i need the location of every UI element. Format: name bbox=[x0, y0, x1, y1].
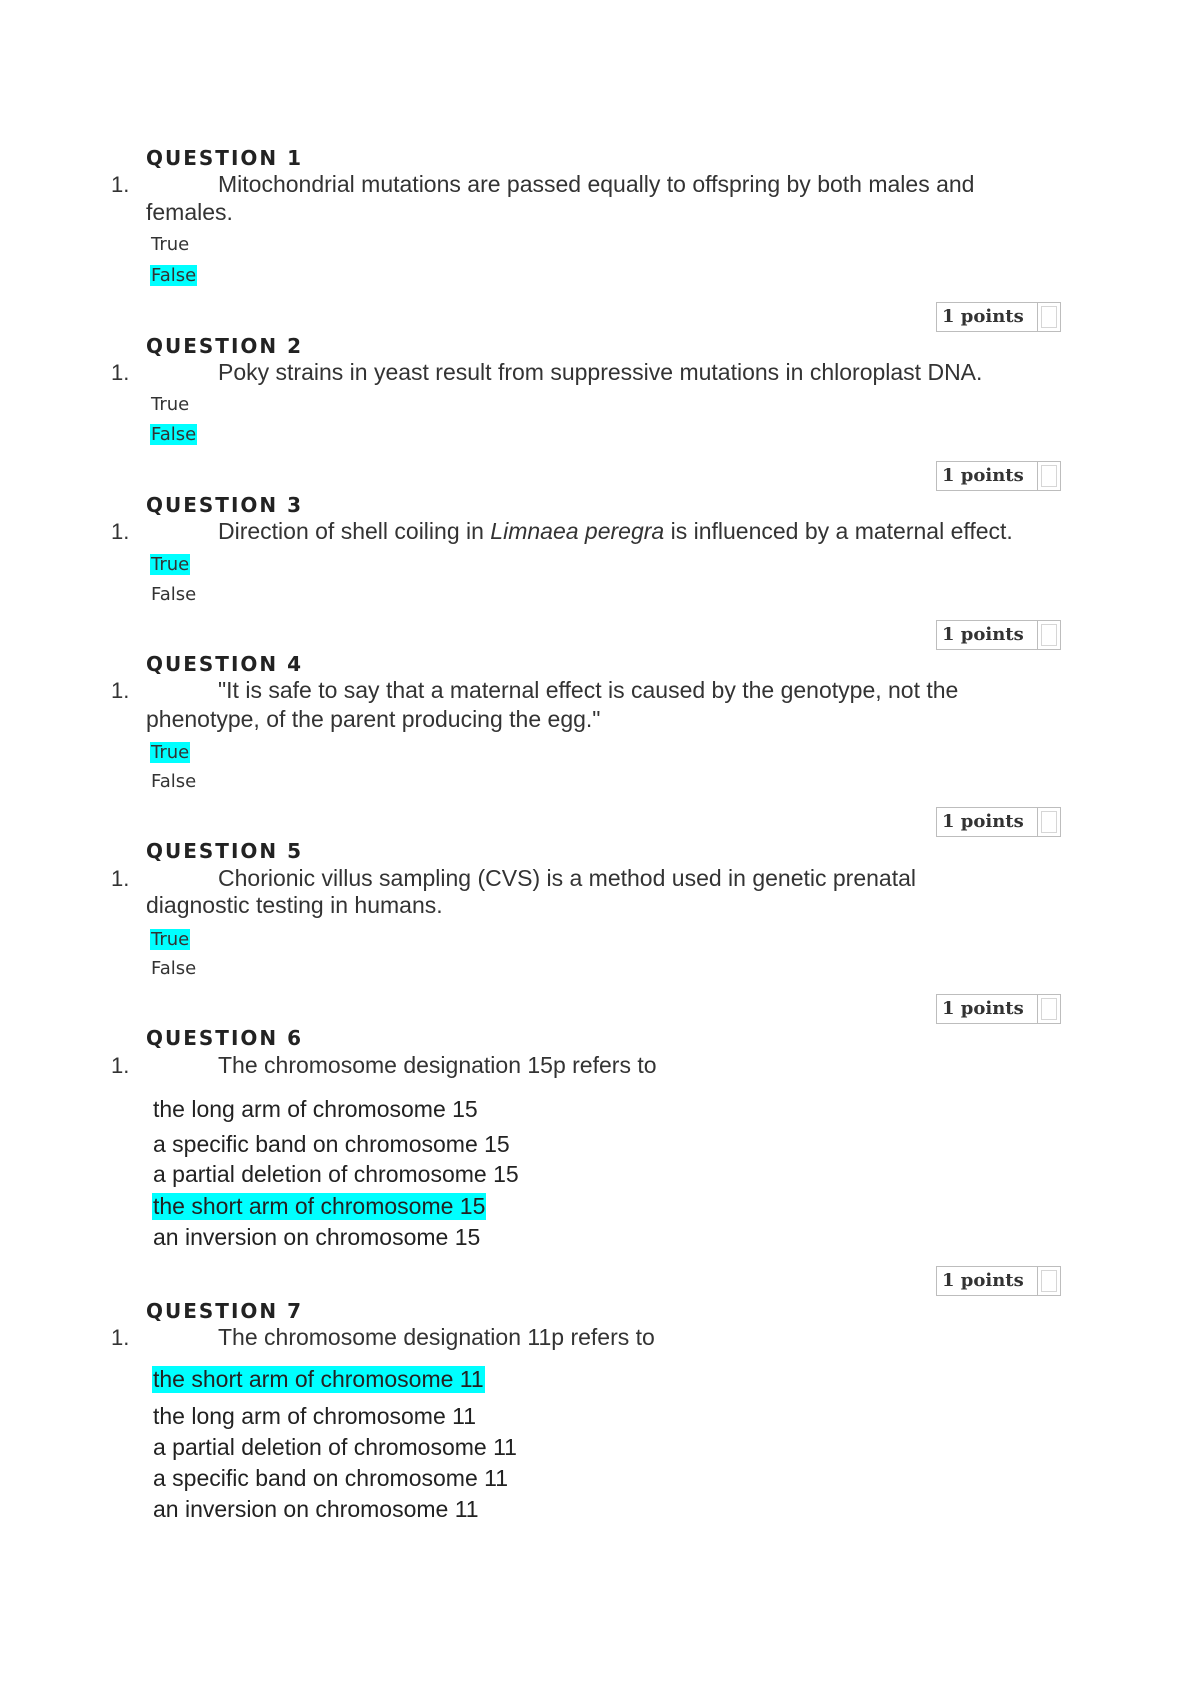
question-7-option-4[interactable]: a specific band on chromosome 11 bbox=[153, 1465, 508, 1491]
question-2-title: QUESTION 2 bbox=[146, 334, 304, 358]
question-3-species-name: Limnaea peregra bbox=[490, 518, 665, 544]
question-2-points-box bbox=[936, 461, 1061, 491]
question-6-option-3[interactable]: a partial deletion of chromosome 15 bbox=[153, 1161, 519, 1187]
points-score-cell bbox=[1037, 995, 1060, 1023]
points-score-cell bbox=[1037, 1267, 1060, 1295]
question-6-option-4-selected[interactable]: the short arm of chromosome 15 bbox=[153, 1193, 486, 1219]
question-5-points-box bbox=[936, 994, 1061, 1024]
question-3-number: 1. bbox=[111, 519, 130, 544]
question-3-option-true-selected[interactable]: True bbox=[151, 554, 190, 575]
question-4-title: QUESTION 4 bbox=[146, 652, 304, 676]
question-7-title: QUESTION 7 bbox=[146, 1299, 304, 1323]
question-4-option-true-selected[interactable]: True bbox=[151, 742, 190, 763]
question-6-title: QUESTION 6 bbox=[146, 1026, 304, 1050]
points-score-cell bbox=[1037, 303, 1060, 331]
question-1-number: 1. bbox=[111, 172, 130, 197]
points-score-cell bbox=[1037, 462, 1060, 490]
question-4-option-false[interactable]: False bbox=[151, 771, 197, 792]
question-4-number: 1. bbox=[111, 678, 130, 703]
points-label: 1 points bbox=[942, 811, 1024, 832]
question-2-option-true[interactable]: True bbox=[151, 394, 190, 415]
question-5-text-cont: diagnostic testing in humans. bbox=[146, 892, 443, 918]
question-3-points-box bbox=[936, 620, 1061, 650]
question-5-text: Chorionic villus sampling (CVS) is a method used in genetic prenatal bbox=[218, 865, 917, 891]
question-2-option-false-selected[interactable]: False bbox=[151, 424, 197, 445]
question-3-text bbox=[218, 517, 1013, 545]
question-3-option-false[interactable]: False bbox=[151, 584, 197, 605]
question-2-text: Poky strains in yeast result from suppressive mutations in chloroplast DNA. bbox=[218, 359, 983, 385]
question-1-option-false-selected[interactable]: False bbox=[151, 265, 197, 286]
question-6-option-1[interactable]: the long arm of chromosome 15 bbox=[153, 1096, 478, 1122]
points-score-cell bbox=[1037, 808, 1060, 836]
question-6-points-box bbox=[936, 1266, 1061, 1296]
question-5-option-true-selected[interactable]: True bbox=[151, 929, 190, 950]
question-7-option-1-selected[interactable]: the short arm of chromosome 11 bbox=[153, 1366, 484, 1392]
question-6-number: 1. bbox=[111, 1053, 130, 1078]
question-7-option-3[interactable]: a partial deletion of chromosome 11 bbox=[153, 1434, 517, 1460]
question-6-option-2[interactable]: a specific band on chromosome 15 bbox=[153, 1131, 510, 1157]
question-1-option-true[interactable]: True bbox=[151, 234, 190, 255]
question-4-points-box bbox=[936, 807, 1061, 837]
question-1-text: Mitochondrial mutations are passed equally to offspring by both males and bbox=[218, 171, 975, 197]
points-label: 1 points bbox=[942, 1270, 1024, 1291]
question-3-title: QUESTION 3 bbox=[146, 493, 304, 517]
question-7-option-2[interactable]: the long arm of chromosome 11 bbox=[153, 1403, 477, 1429]
question-1-points-box bbox=[936, 302, 1061, 332]
question-4-text: "It is safe to say that a maternal effect is caused by the genotype, not the bbox=[218, 677, 959, 703]
question-7-option-5[interactable]: an inversion on chromosome 11 bbox=[153, 1496, 479, 1522]
points-label: 1 points bbox=[942, 306, 1024, 327]
question-7-number: 1. bbox=[111, 1325, 130, 1350]
question-2-number: 1. bbox=[111, 360, 130, 385]
question-5-number: 1. bbox=[111, 866, 130, 891]
question-3-text-before: Direction of shell coiling in bbox=[218, 518, 491, 544]
points-label: 1 points bbox=[942, 998, 1024, 1019]
points-label: 1 points bbox=[942, 465, 1024, 486]
question-5-option-false[interactable]: False bbox=[151, 958, 197, 979]
question-5-title: QUESTION 5 bbox=[146, 839, 304, 863]
points-score-cell bbox=[1037, 621, 1060, 649]
question-6-option-5[interactable]: an inversion on chromosome 15 bbox=[153, 1224, 481, 1250]
question-6-text: The chromosome designation 15p refers to bbox=[218, 1052, 657, 1078]
question-4-text-cont: phenotype, of the parent producing the egg." bbox=[146, 706, 601, 732]
question-1-text-cont: females. bbox=[146, 199, 233, 225]
question-1-title: QUESTION 1 bbox=[146, 146, 304, 170]
question-3-text-after: is influenced by a maternal effect. bbox=[664, 518, 1013, 544]
question-7-text: The chromosome designation 11p refers to bbox=[218, 1324, 655, 1350]
points-label: 1 points bbox=[942, 624, 1024, 645]
